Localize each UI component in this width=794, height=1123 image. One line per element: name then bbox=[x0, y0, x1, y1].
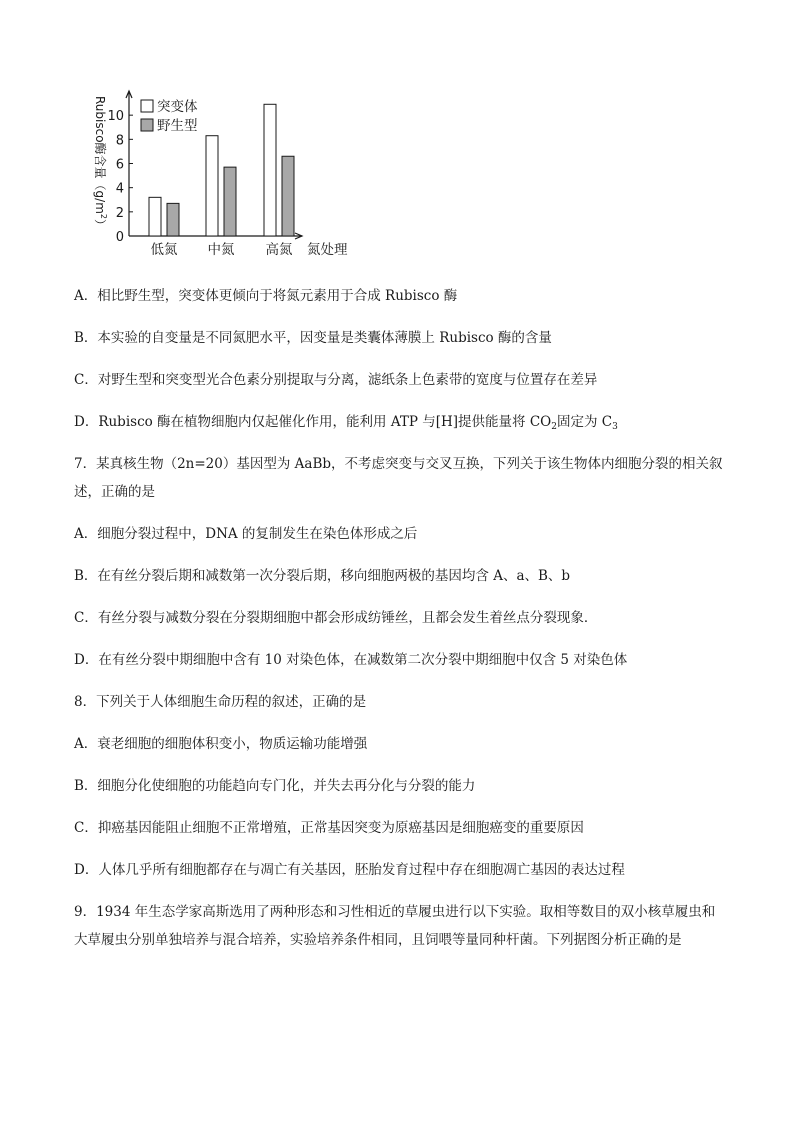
text-line bbox=[74, 734, 367, 754]
y-tick-label: 2 bbox=[115, 205, 124, 221]
text-segment: 7．某真核生物（2n=20）基因型为 AaBb，不考虑突变与交叉互换，下列关于该生物体内细胞分裂的相关叙 bbox=[74, 456, 723, 472]
text-line bbox=[74, 566, 570, 586]
text-line bbox=[74, 902, 715, 922]
y-tick-label: 6 bbox=[115, 157, 124, 173]
text-segment: 大草履虫分别单独培养与混合培养，实验培养条件相同，且饲喂等量同种杆菌。下列据图分析正确的是 bbox=[74, 932, 682, 948]
y-tick-label: 10 bbox=[107, 109, 124, 125]
bar-2-0 bbox=[264, 104, 276, 236]
y-tick-label: 4 bbox=[115, 181, 124, 197]
text-line bbox=[74, 650, 627, 670]
subscript: 3 bbox=[612, 422, 618, 432]
y-axis-label-sup: 2 bbox=[99, 213, 108, 219]
text-segment: 8．下列关于人体细胞生命历程的叙述，正确的是 bbox=[74, 694, 367, 710]
text-line bbox=[74, 818, 584, 838]
y-axis-label-main: Rubisco酶含量（g/m bbox=[93, 96, 107, 214]
text-segment: 述，正确的是 bbox=[74, 484, 155, 500]
text-line bbox=[74, 860, 625, 880]
bar-0-0 bbox=[149, 197, 161, 236]
x-tick-label: 低氮 bbox=[150, 242, 178, 258]
text-segment: D．Rubisco 酶在植物细胞内仅起催化作用，能利用 ATP 与[H]提供能量将 CO bbox=[74, 414, 552, 430]
bar-0-1 bbox=[167, 203, 179, 236]
text-segment: C．抑癌基因能阻止细胞不正常增殖，正常基因突变为原癌基因是细胞癌变的重要原因 bbox=[74, 820, 584, 836]
x-axis-label: 氮处理 bbox=[307, 242, 348, 258]
legend-swatch-1 bbox=[141, 119, 153, 131]
y-axis-label-close: ） bbox=[93, 219, 107, 232]
text-line bbox=[74, 286, 457, 306]
text-segment: 9．1934 年生态学家高斯选用了两种形态和习性相近的草履虫进行以下实验。取相等数目的双小核草履虫和 bbox=[74, 904, 716, 920]
bar-1-0 bbox=[206, 136, 218, 236]
legend-label: 野生型 bbox=[157, 118, 198, 134]
y-tick-label: 8 bbox=[115, 133, 124, 149]
text-line bbox=[74, 608, 597, 628]
bar-1-1 bbox=[224, 167, 236, 236]
text-segment: D．在有丝分裂中期细胞中含有 10 对染色体，在减数第二次分裂中期细胞中仅含 5 对染色体 bbox=[74, 652, 628, 668]
text-line bbox=[74, 482, 155, 502]
bar-2-1 bbox=[282, 156, 294, 236]
text-line bbox=[74, 328, 552, 348]
y-axis-label bbox=[93, 96, 108, 231]
y-tick-label: 0 bbox=[115, 230, 124, 245]
text-segment: B．细胞分化使细胞的功能趋向专门化，并失去再分化与分裂的能力 bbox=[74, 778, 476, 794]
text-line bbox=[74, 930, 682, 950]
rubisco-bar-chart bbox=[88, 88, 378, 260]
x-tick-label: 高氮 bbox=[265, 242, 293, 258]
x-tick-label: 中氮 bbox=[207, 242, 235, 258]
text-line bbox=[74, 370, 597, 390]
text-segment: A．衰老细胞的细胞体积变小，物质运输功能增强 bbox=[74, 736, 368, 752]
text-line bbox=[74, 454, 723, 474]
text-segment: B．在有丝分裂后期和减数第一次分裂后期，移向细胞两极的基因均含 A、a、B、b bbox=[74, 568, 571, 584]
text-segment: 固定为 C bbox=[556, 414, 613, 430]
legend-swatch-0 bbox=[141, 100, 153, 112]
text-line bbox=[74, 524, 417, 544]
text-line bbox=[74, 692, 366, 712]
legend-label: 突变体 bbox=[157, 99, 198, 115]
text-segment: C．对野生型和突变型光合色素分别提取与分离，滤纸条上色素带的宽度与位置存在差异 bbox=[74, 372, 598, 388]
text-line bbox=[74, 412, 618, 437]
subscript: 2 bbox=[551, 422, 557, 432]
text-line bbox=[74, 776, 475, 796]
text-segment: D．人体几乎所有细胞都存在与凋亡有关基因，胚胎发育过程中存在细胞凋亡基因的表达过程 bbox=[74, 862, 625, 878]
chart-svg bbox=[88, 88, 378, 260]
text-segment: A．细胞分裂过程中，DNA 的复制发生在染色体形成之后 bbox=[74, 526, 418, 542]
text-segment: C．有丝分裂与减数分裂在分裂期细胞中都会形成纺锤丝，且都会发生着丝点分裂现象． bbox=[74, 610, 598, 626]
text-segment: B．本实验的自变量是不同氮肥水平，因变量是类囊体薄膜上 Rubisco 酶的含量 bbox=[74, 330, 552, 346]
text-segment: A．相比野生型，突变体更倾向于将氮元素用于合成 Rubisco 酶 bbox=[74, 288, 458, 304]
